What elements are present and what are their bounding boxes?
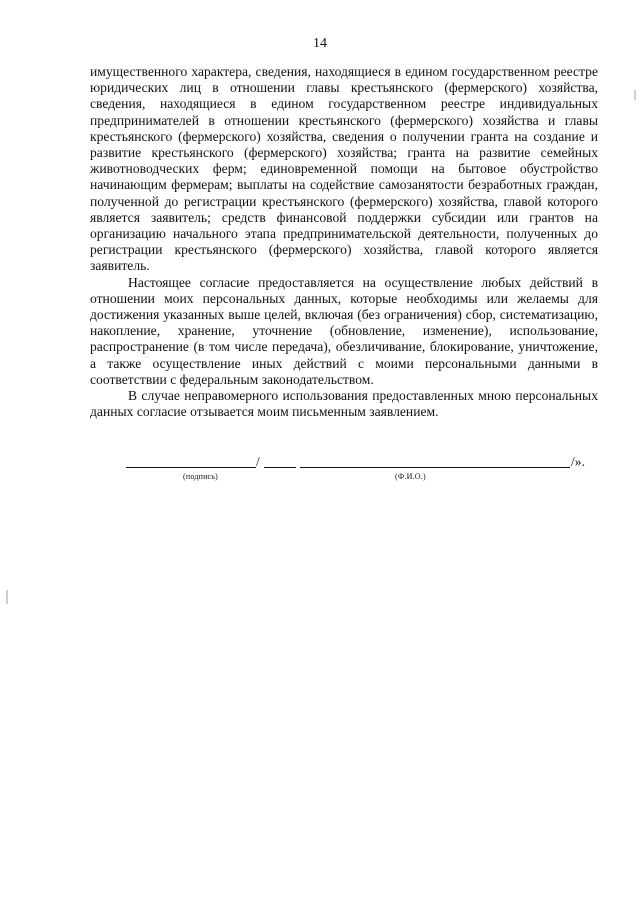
scan-artifact — [634, 90, 636, 100]
signature-closing: /». — [571, 454, 585, 469]
signature-row — [126, 454, 600, 474]
body-text — [90, 64, 598, 420]
paragraph-continuation: имущественного характера, сведения, находящиеся в едином государственном реестре юридических лиц в отношении главы крестьянского (фермерского) хозяйства, сведения, находящиеся в едином государственном реестре индивидуальных предпринимателей в отношении крестьянского (фермерского) хозяйства и главы крестьянского (фермерского) хозяйства, сведения о получении гранта на создание и развитие крестьянского (фермерского) хозяйства; гранта на развитие семейных животноводческих ферм; единовременной помощи на бытовое обустройство начинающим фермерам; выплаты на содействие самозанятости безработных граждан, полученной до регистрации крестьянского (фермерского) хозяйства, главой которого является заявитель; средств финансовой поддержки субсидии или грантов на организацию начального этапа предпринимательской деятельности, полученных до регистрации крестьянского (фермерского) хозяйства, главой которого является заявитель. — [90, 64, 598, 274]
signature-separator: / — [256, 454, 260, 469]
page-number: 14 — [313, 36, 327, 51]
signature-caption: (подпись) — [183, 472, 219, 481]
paragraph-consent-actions: Настоящее согласие предоставляется на осуществление любых действий в отношении моих персональных данных, которые необходимы или желаемы для достижения указанных выше целей, включая (без ограничения) сбор, систематизацию, накопление, хранение, уточнение (обновление, изменение), использование, распространение (в том числе передача), обезличивание, блокирование, уничтожение, а также осуществление иных действий с моими персональными данными в соответствии с федеральным законодательством. — [90, 274, 598, 387]
scan-artifact — [6, 590, 8, 604]
signature-line — [126, 467, 256, 468]
paragraph-withdrawal: В случае неправомерного использования предоставленных мною персональных данных согласие отзывается моим письменным заявлением. — [90, 388, 598, 420]
signature-short-line — [264, 467, 296, 468]
full-name-caption: (Ф.И.О.) — [395, 472, 426, 481]
full-name-line — [300, 467, 570, 468]
